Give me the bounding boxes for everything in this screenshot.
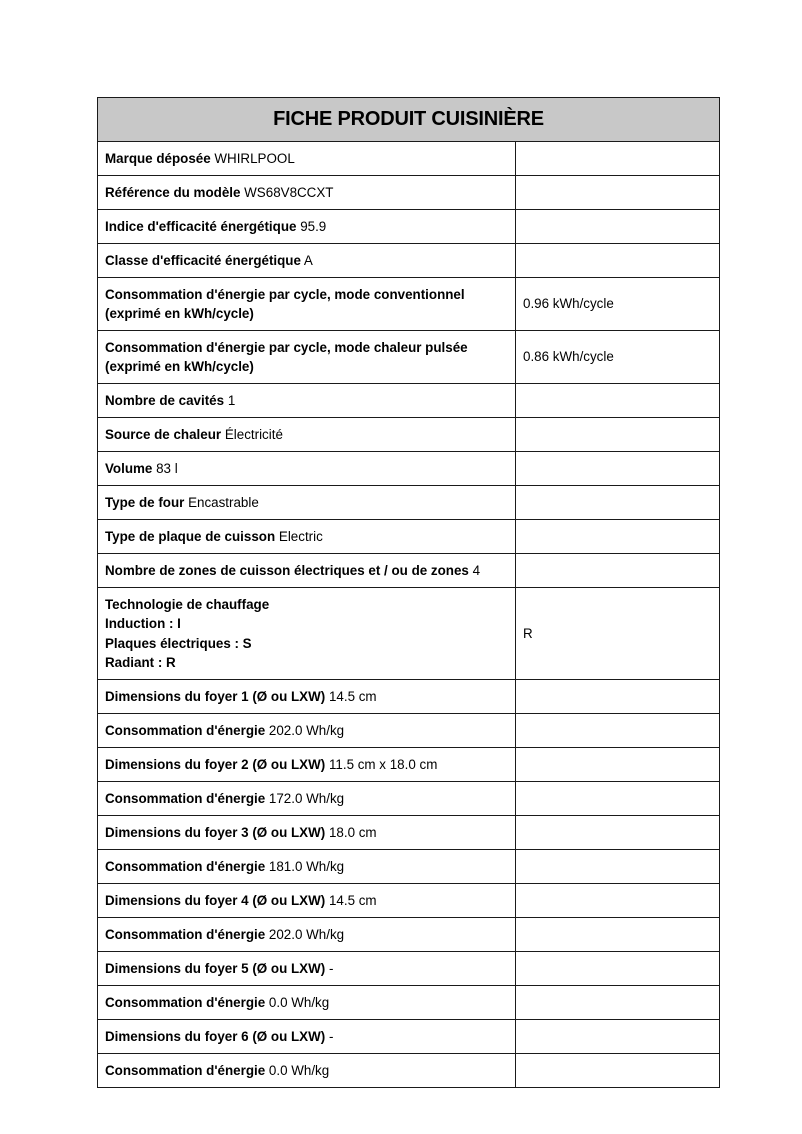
row-label: Consommation d'énergie par cycle, mode chaleur pulsée <box>105 339 468 355</box>
row-label-cell <box>98 884 516 918</box>
row-label-cell <box>98 680 516 714</box>
row-label: Type de four <box>105 494 185 510</box>
row-label-cell <box>98 782 516 816</box>
row-label-cell <box>98 176 516 210</box>
row-right-value <box>516 486 720 520</box>
row-right-value <box>516 714 720 748</box>
row-zone-6-consumption <box>98 1054 720 1088</box>
row-zone-2-dimensions <box>98 748 720 782</box>
sheet-title: FICHE PRODUIT CUISINIÈRE <box>98 98 720 142</box>
row-right-value <box>516 1054 720 1088</box>
row-right-value <box>516 680 720 714</box>
row-value: - <box>328 960 334 976</box>
row-right-value <box>516 816 720 850</box>
row-label: Nombre de cavités <box>105 392 225 408</box>
row-label: Dimensions du foyer 2 (Ø ou LXW) <box>105 756 326 772</box>
row-value: Électricité <box>224 426 283 442</box>
row-label: Consommation d'énergie <box>105 1062 266 1078</box>
row-energy-index <box>98 210 720 244</box>
row-label-cell <box>98 452 516 486</box>
tech-line-induction: Induction : I <box>105 616 181 631</box>
row-label-cell <box>98 210 516 244</box>
row-right-value <box>516 418 720 452</box>
row-label-cell <box>98 554 516 588</box>
row-zone-5-dimensions <box>98 952 720 986</box>
row-label: Source de chaleur <box>105 426 222 442</box>
row-zone-3-consumption <box>98 850 720 884</box>
row-value: A <box>303 252 313 268</box>
row-hob-type <box>98 520 720 554</box>
row-label-cell <box>98 986 516 1020</box>
row-value: 202.0 Wh/kg <box>268 722 345 738</box>
row-value: 83 l <box>156 460 178 476</box>
row-label-cell <box>98 142 516 176</box>
row-zone-5-consumption <box>98 986 720 1020</box>
row-right-value <box>516 748 720 782</box>
row-label-cell <box>98 331 516 384</box>
row-label-cell <box>98 714 516 748</box>
row-zone-1-dimensions <box>98 680 720 714</box>
row-label-cell <box>98 486 516 520</box>
row-label: Dimensions du foyer 3 (Ø ou LXW) <box>105 824 326 840</box>
row-value: - <box>328 1028 334 1044</box>
row-value: 181.0 Wh/kg <box>268 858 345 874</box>
row-right-value <box>516 384 720 418</box>
row-right-value: 0.96 kWh/cycle <box>516 278 720 331</box>
row-label: Dimensions du foyer 5 (Ø ou LXW) <box>105 960 326 976</box>
row-value: 14.5 cm <box>328 892 377 908</box>
row-label: Dimensions du foyer 1 (Ø ou LXW) <box>105 688 326 704</box>
row-label: Type de plaque de cuisson <box>105 528 276 544</box>
row-label: Indice d'efficacité énergétique <box>105 218 297 234</box>
row-zone-4-dimensions <box>98 884 720 918</box>
row-label-cell <box>98 520 516 554</box>
row-value: 4 <box>472 562 481 578</box>
row-label: Classe d'efficacité énergétique <box>105 252 301 268</box>
row-label-cell <box>98 816 516 850</box>
row-right-value <box>516 452 720 486</box>
row-label: Dimensions du foyer 4 (Ø ou LXW) <box>105 892 326 908</box>
row-zone-3-dimensions <box>98 816 720 850</box>
row-right-value <box>516 176 720 210</box>
row-label: Consommation d'énergie par cycle, mode conventionnel <box>105 286 465 302</box>
row-zone-2-consumption <box>98 782 720 816</box>
row-right-value <box>516 244 720 278</box>
row-label: Consommation d'énergie <box>105 722 266 738</box>
row-value: 14.5 cm <box>328 688 377 704</box>
row-right-value <box>516 850 720 884</box>
row-right-value <box>516 142 720 176</box>
row-value: 202.0 Wh/kg <box>268 926 345 942</box>
row-label: Marque déposée <box>105 150 211 166</box>
row-consumption-fan <box>98 331 720 384</box>
row-right-value: 0.86 kWh/cycle <box>516 331 720 384</box>
row-label: Consommation d'énergie <box>105 858 266 874</box>
row-label-cell <box>98 1054 516 1088</box>
row-consumption-conventional <box>98 278 720 331</box>
row-right-value <box>516 884 720 918</box>
row-value: WS68V8CCXT <box>244 184 334 200</box>
row-label: Dimensions du foyer 6 (Ø ou LXW) <box>105 1028 326 1044</box>
row-label: Nombre de zones de cuisson électriques et / ou de zones <box>105 562 469 578</box>
row-right-value <box>516 952 720 986</box>
row-value: 0.0 Wh/kg <box>268 994 330 1010</box>
row-value: 11.5 cm x 18.0 cm <box>328 756 438 772</box>
row-zone-1-consumption <box>98 714 720 748</box>
row-heat-source <box>98 418 720 452</box>
row-label-cell <box>98 418 516 452</box>
row-label: Consommation d'énergie <box>105 790 266 806</box>
row-label: Consommation d'énergie <box>105 926 266 942</box>
row-right-value <box>516 1020 720 1054</box>
row-volume <box>98 452 720 486</box>
row-label-unit: (exprimé en kWh/cycle) <box>105 359 254 374</box>
row-label: Consommation d'énergie <box>105 994 266 1010</box>
row-label: Technologie de chauffage <box>105 596 270 612</box>
row-value: 0.0 Wh/kg <box>268 1062 330 1078</box>
row-label-cell <box>98 278 516 331</box>
row-model-reference <box>98 176 720 210</box>
tech-line-radiant: Radiant : R <box>105 655 176 670</box>
row-value: 1 <box>227 392 236 408</box>
row-value: WHIRLPOOL <box>214 150 295 166</box>
row-label-cell <box>98 952 516 986</box>
row-value: Electric <box>278 528 323 544</box>
row-right-value <box>516 520 720 554</box>
row-heating-technology <box>98 588 720 680</box>
row-label-cell <box>98 588 516 680</box>
row-label: Référence du modèle <box>105 184 241 200</box>
row-right-value <box>516 782 720 816</box>
row-label-cell <box>98 1020 516 1054</box>
row-value: 18.0 cm <box>328 824 377 840</box>
product-sheet-table <box>97 97 720 1088</box>
row-label-cell <box>98 850 516 884</box>
row-value: 95.9 <box>300 218 327 234</box>
row-right-value <box>516 918 720 952</box>
row-label-cell <box>98 748 516 782</box>
row-label-cell <box>98 384 516 418</box>
row-label: Volume <box>105 460 153 476</box>
row-value: Encastrable <box>188 494 259 510</box>
row-value: 172.0 Wh/kg <box>268 790 345 806</box>
row-label-unit: (exprimé en kWh/cycle) <box>105 306 254 321</box>
tech-line-plates: Plaques électriques : S <box>105 635 252 651</box>
row-right-value: R <box>516 588 720 680</box>
row-label-cell <box>98 918 516 952</box>
row-cavities <box>98 384 720 418</box>
row-zone-4-consumption <box>98 918 720 952</box>
row-zones-count <box>98 554 720 588</box>
row-zone-6-dimensions <box>98 1020 720 1054</box>
row-label-cell <box>98 244 516 278</box>
row-right-value <box>516 554 720 588</box>
row-right-value <box>516 986 720 1020</box>
row-energy-class <box>98 244 720 278</box>
row-oven-type <box>98 486 720 520</box>
row-brand <box>98 142 720 176</box>
row-right-value <box>516 210 720 244</box>
